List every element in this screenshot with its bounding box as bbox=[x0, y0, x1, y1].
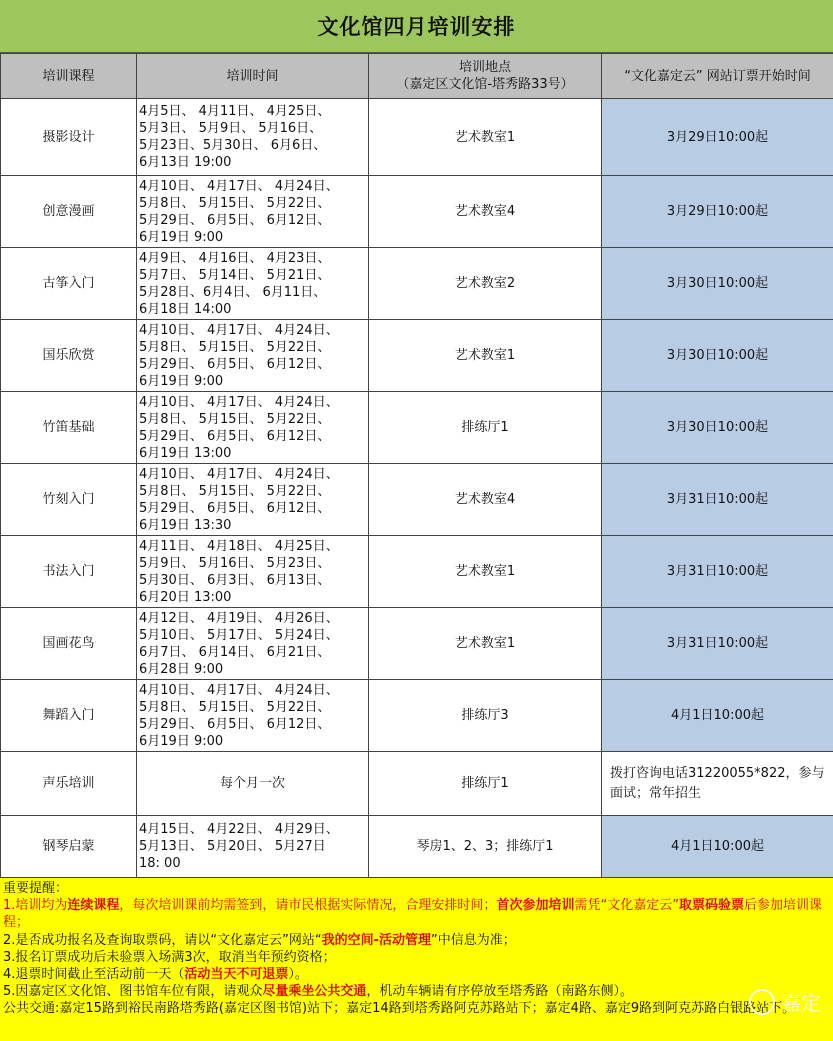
time-cell: 4月9日、 4月16日、 4月23日、 5月7日、 5月14日、 5月21日、 5月28日、6月4日、 6月11日、 6月18日 14:00 bbox=[137, 248, 369, 320]
course-cell: 钢琴启蒙 bbox=[1, 816, 137, 878]
wechat-logo-icon bbox=[749, 989, 775, 1015]
location-cell: 排练厅1 bbox=[369, 392, 602, 464]
note-2 bbox=[3, 932, 830, 949]
ticket-start-cell: 3月30日10:00起 bbox=[602, 248, 833, 320]
table-row bbox=[1, 752, 833, 816]
header-ticket: “文化嘉定云” 网站订票开始时间 bbox=[602, 54, 833, 99]
note-1-e: 需凭“文化嘉定云” bbox=[574, 898, 679, 914]
location-cell: 琴房1、2、3；排练厅1 bbox=[369, 816, 602, 878]
note-1-d: 首次参加培训 bbox=[496, 898, 575, 914]
note-6: 公共交通:嘉定15路到裕民南路塔秀路(嘉定区图书馆)站下；嘉定14路到塔秀路阿克苏路站下；嘉定4路、嘉定9路到阿克苏路白银路站下。 bbox=[3, 1001, 796, 1017]
time-cell: 4月15日、 4月22日、 4月29日、 5月13日、 5月20日、 5月27日 18: 00 bbox=[137, 816, 369, 878]
note-4-b: 活动当天不可退票 bbox=[184, 967, 289, 983]
note-1-f: 取票码验票 bbox=[678, 898, 744, 914]
note-1 bbox=[3, 897, 830, 931]
location-cell: 排练厅1 bbox=[369, 752, 602, 816]
note-1-b: 连续课程 bbox=[67, 898, 120, 914]
course-cell: 书法入门 bbox=[1, 536, 137, 608]
note-2-a: 2.是否成功报名及查询取票码，请以“文化嘉定云”网站“ bbox=[3, 932, 322, 948]
table-row bbox=[1, 680, 833, 752]
course-cell: 竹刻入门 bbox=[1, 464, 137, 536]
course-cell: 竹笛基础 bbox=[1, 392, 137, 464]
table-row bbox=[1, 99, 833, 176]
schedule-table bbox=[0, 53, 833, 878]
note-1-a: 1.培训均为 bbox=[3, 898, 68, 914]
time-cell: 4月10日、 4月17日、 4月24日、 5月8日、 5月15日、 5月22日、 5月29日、 6月5日、 6月12日、 6月19日 13:00 bbox=[137, 392, 369, 464]
time-cell: 4月10日、 4月17日、 4月24日、 5月8日、 5月15日、 5月22日、 5月29日、 6月5日、 6月12日、 6月19日 9:00 bbox=[137, 320, 369, 392]
ticket-start-cell: 3月29日10:00起 bbox=[602, 99, 833, 176]
table-row bbox=[1, 392, 833, 464]
note-2-b: 我的空间-活动管理 bbox=[321, 932, 432, 948]
note-2-c: ”中信息为准； bbox=[431, 932, 516, 948]
note-1-c: ，每次培训课前均需签到，请市民根据实际情况，合理安排时间； bbox=[119, 898, 497, 914]
note-5 bbox=[3, 983, 830, 1000]
note-4-a: 4.退票时间截止至活动前一天（ bbox=[3, 967, 185, 983]
table-row bbox=[1, 536, 833, 608]
ticket-start-cell: 4月1日10:00起 bbox=[602, 816, 833, 878]
course-cell: 创意漫画 bbox=[1, 176, 137, 248]
location-cell: 艺术教室4 bbox=[369, 176, 602, 248]
course-cell: 声乐培训 bbox=[1, 752, 137, 816]
course-cell: 国乐欣赏 bbox=[1, 320, 137, 392]
ticket-start-cell: 3月31日10:00起 bbox=[602, 464, 833, 536]
note-4-c: ）。 bbox=[288, 967, 308, 983]
location-cell: 艺术教室1 bbox=[369, 536, 602, 608]
time-cell: 4月12日、 4月19日、 4月26日、 5月10日、 5月17日、 5月24日、 6月7日、 6月14日、 6月21日、 6月28日 9:00 bbox=[137, 608, 369, 680]
table-row bbox=[1, 816, 833, 878]
note-1-g: 后参加培训课程； bbox=[3, 898, 822, 931]
notes-heading: 重要提醒： bbox=[3, 881, 69, 896]
note-5-b: 尽量乘坐公共交通 bbox=[262, 984, 367, 1000]
time-cell: 4月11日、 4月18日、 4月25日、 5月9日、 5月16日、 5月23日、 5月30日、 6月3日、 6月13日、 6月20日 13:00 bbox=[137, 536, 369, 608]
table-header-row bbox=[1, 54, 833, 99]
table-row bbox=[1, 608, 833, 680]
time-cell: 每个月一次 bbox=[137, 752, 369, 816]
ticket-start-cell: 拨打咨询电话31220055*822，参与面试；常年招生 bbox=[602, 752, 833, 816]
time-cell: 4月10日、 4月17日、 4月24日、 5月8日、 5月15日、 5月22日、 5月29日、 6月5日、 6月12日、 6月19日 9:00 bbox=[137, 176, 369, 248]
page-title: 文化馆四月培训安排 bbox=[0, 0, 833, 53]
header-course: 培训课程 bbox=[1, 54, 137, 99]
course-cell: 古筝入门 bbox=[1, 248, 137, 320]
ticket-start-cell: 3月29日10:00起 bbox=[602, 176, 833, 248]
course-cell: 舞蹈入门 bbox=[1, 680, 137, 752]
location-cell: 艺术教室4 bbox=[369, 464, 602, 536]
note-4 bbox=[3, 966, 830, 983]
watermark-text: 嘉定 bbox=[781, 991, 821, 1015]
header-location-line2: （嘉定区文化馆-塔秀路33号） bbox=[396, 77, 574, 92]
course-cell: 国画花鸟 bbox=[1, 608, 137, 680]
table-row bbox=[1, 176, 833, 248]
note-5-d: 南路东侧）。 bbox=[561, 984, 633, 1000]
important-notes bbox=[0, 878, 833, 1041]
header-location bbox=[369, 54, 602, 99]
note-5-a: 5.因嘉定区文化馆、图书馆车位有限，请观众 bbox=[3, 984, 263, 1000]
time-cell: 4月10日、 4月17日、 4月24日、 5月8日、 5月15日、 5月22日、 5月29日、 6月5日、 6月12日、 6月19日 13:30 bbox=[137, 464, 369, 536]
header-time: 培训时间 bbox=[137, 54, 369, 99]
location-cell: 艺术教室1 bbox=[369, 320, 602, 392]
note-3: 3.报名订票成功后未验票入场满3次，取消当年预约资格； bbox=[3, 949, 336, 965]
time-cell: 4月5日、 4月11日、 4月25日、 5月3日、 5月9日、 5月16日、 5月23日、5月30日、 6月6日、 6月13日 19:00 bbox=[137, 99, 369, 176]
location-cell: 艺术教室1 bbox=[369, 608, 602, 680]
location-cell: 排练厅3 bbox=[369, 680, 602, 752]
location-cell: 艺术教室1 bbox=[369, 99, 602, 176]
ticket-start-cell: 3月31日10:00起 bbox=[602, 536, 833, 608]
ticket-start-cell: 3月30日10:00起 bbox=[602, 320, 833, 392]
table-row bbox=[1, 464, 833, 536]
location-cell: 艺术教室2 bbox=[369, 248, 602, 320]
ticket-start-cell: 3月31日10:00起 bbox=[602, 608, 833, 680]
table-row bbox=[1, 320, 833, 392]
ticket-start-cell: 4月1日10:00起 bbox=[602, 680, 833, 752]
ticket-start-cell: 3月30日10:00起 bbox=[602, 392, 833, 464]
header-location-line1: 培训地点 bbox=[458, 60, 511, 75]
course-cell: 摄影设计 bbox=[1, 99, 137, 176]
note-5-c: ，机动车辆请有序停放至塔秀路（ bbox=[366, 984, 562, 1000]
time-cell: 4月10日、 4月17日、 4月24日、 5月8日、 5月15日、 5月22日、 5月29日、 6月5日、 6月12日、 6月19日 9:00 bbox=[137, 680, 369, 752]
watermark bbox=[749, 987, 821, 1016]
table-row bbox=[1, 248, 833, 320]
